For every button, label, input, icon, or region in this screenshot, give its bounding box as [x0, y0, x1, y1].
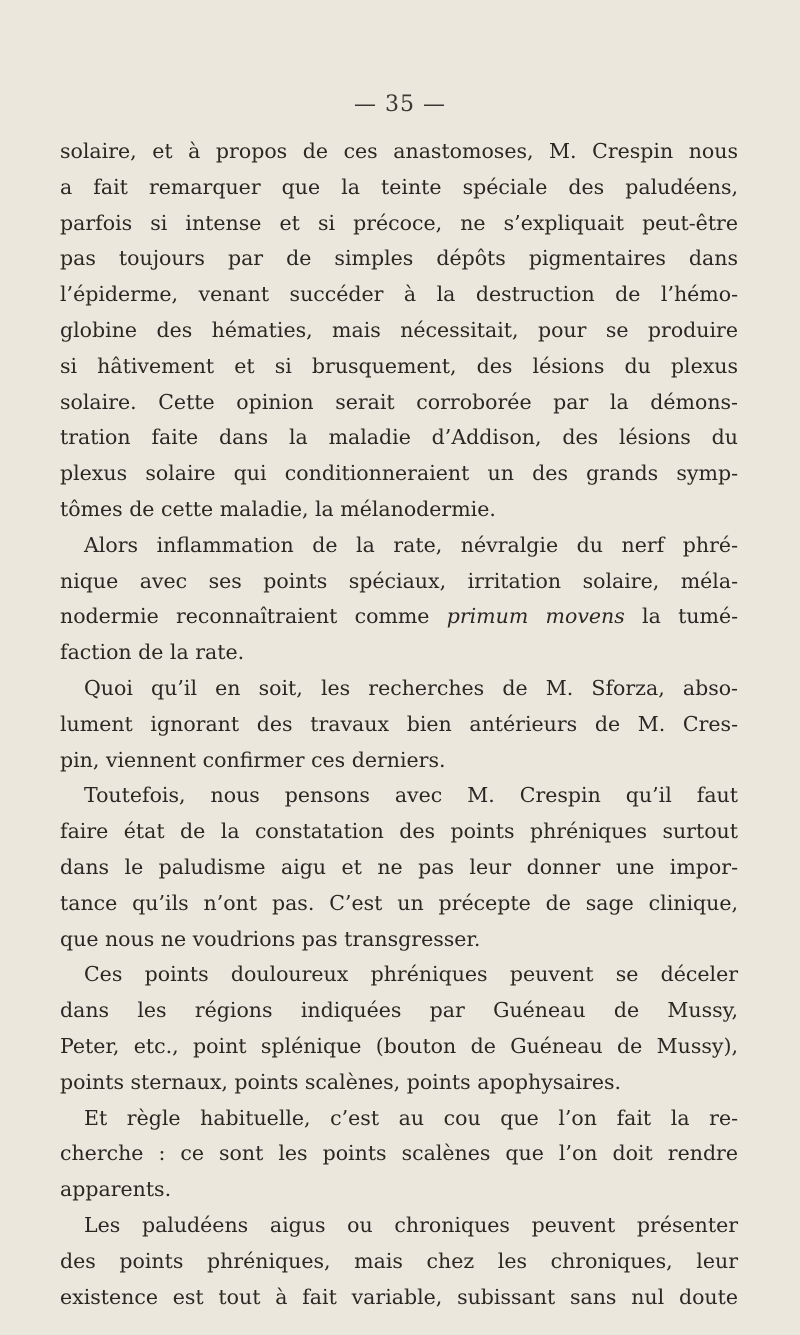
text-line: Quoi qu’il en soit, les recherches de M. Sforza, abso-: [84, 675, 738, 700]
text-segment: nodermie reconnaîtraient comme: [60, 604, 447, 629]
text-line: existence est tout à fait variable, subissant sans nul doute: [60, 1284, 738, 1309]
page-number: — 35 —: [354, 92, 446, 117]
text-line: faction de la rate.: [60, 640, 245, 665]
text-line-with-italic: [60, 599, 738, 635]
text-line: a fait remarquer que la teinte spéciale des paludéens,: [60, 174, 738, 199]
italic-phrase: primum movens: [446, 604, 625, 629]
text-line: Peter, etc., point splénique (bouton de Guéneau de Mussy),: [60, 1033, 738, 1058]
text-line: solaire. Cette opinion serait corroborée par la démons-: [60, 389, 738, 414]
text-line: nique avec ses points spéciaux, irritation solaire, méla-: [60, 568, 738, 593]
text-line: pas toujours par de simples dépôts pigmentaires dans: [60, 246, 738, 271]
text-line: plexus solaire qui conditionneraient un des grands symp-: [60, 461, 738, 486]
text-line: Toutefois, nous pensons avec M. Crespin qu’il faut: [84, 783, 738, 808]
text-line: lument ignorant des travaux bien antérieurs de M. Cres-: [60, 711, 738, 736]
text-line: que nous ne voudrions pas transgresser.: [60, 926, 481, 951]
text-line: Les paludéens aigus ou chroniques peuvent présenter: [84, 1212, 738, 1237]
body-text: [60, 134, 738, 1315]
text-line: points sternaux, points scalènes, points apophysaires.: [60, 1069, 622, 1094]
text-line: cherche : ce sont les points scalènes que l’on doit rendre: [60, 1141, 738, 1166]
text-line: solaire, et à propos de ces anastomoses, M. Crespin nous: [60, 139, 738, 163]
text-line: Ces points douloureux phréniques peuvent se déceler: [84, 962, 738, 987]
text-line: tance qu’ils n’ont pas. C’est un précepte de sage clinique,: [60, 890, 738, 915]
text-line: Et règle habituelle, c’est au cou que l’on fait la re-: [84, 1105, 738, 1130]
text-line: des points phréniques, mais chez les chroniques, leur: [60, 1248, 738, 1273]
text-line: faire état de la constatation des points phréniques surtout: [60, 819, 738, 844]
text-line: globine des hématies, mais nécessitait, pour se produire: [60, 317, 738, 342]
text-line: dans le paludisme aigu et ne pas leur donner une impor-: [60, 854, 738, 879]
text-line: apparents.: [60, 1177, 172, 1202]
text-line: pin, viennent confirmer ces derniers.: [60, 747, 446, 772]
text-line: parfois si intense et si précoce, ne s’expliquait peut-être: [60, 210, 738, 235]
text-line: tômes de cette maladie, la mélanodermie.: [60, 496, 496, 521]
text-line: dans les régions indiquées par Guéneau de Mussy,: [60, 998, 738, 1023]
text-segment: la tumé-: [624, 604, 739, 629]
text-line: l’épiderme, venant succéder à la destruction de l’hémo-: [60, 282, 738, 307]
text-line: si hâtivement et si brusquement, des lésions du plexus: [60, 353, 738, 378]
text-line: Alors inflammation de la rate, névralgie du nerf phré-: [84, 532, 738, 557]
text-line: tration faite dans la maladie d’Addison, des lésions du: [60, 425, 738, 450]
